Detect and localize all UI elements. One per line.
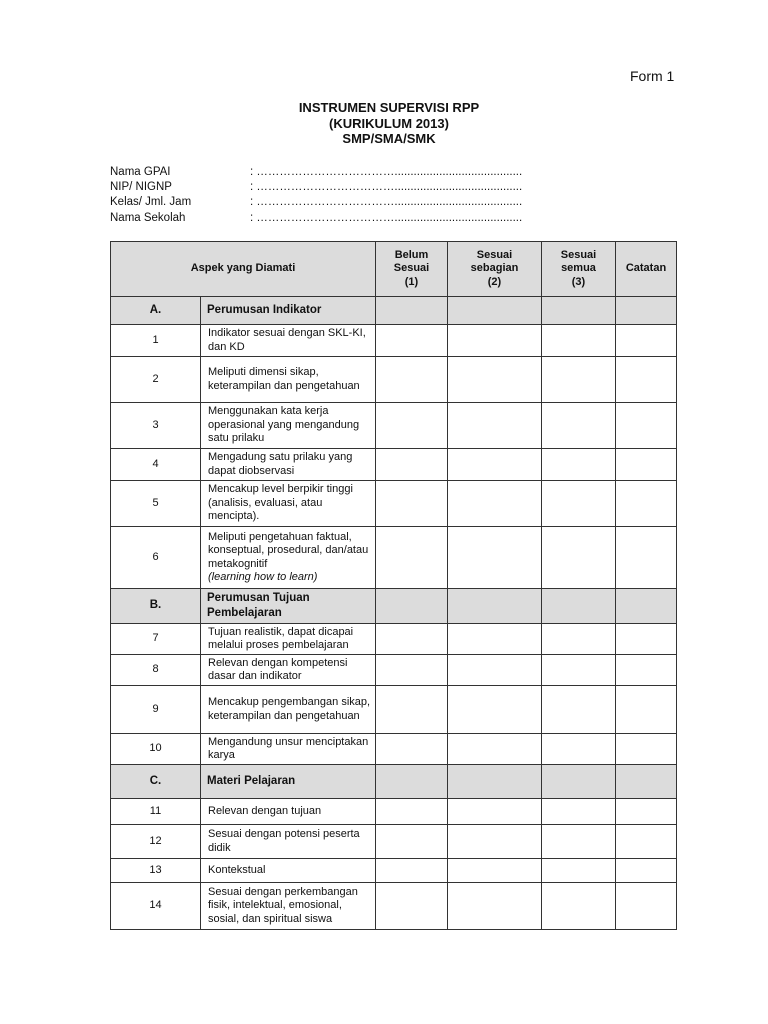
notes-cell[interactable]	[616, 859, 677, 883]
field-blank[interactable]: : ………………………………........................................	[250, 196, 523, 209]
section-code: A.	[111, 297, 201, 325]
field-nama-sekolah	[110, 210, 522, 225]
field-nama-gpai	[110, 164, 522, 179]
notes-cell[interactable]	[616, 825, 677, 859]
item-number: 13	[111, 859, 201, 883]
score-cell-3[interactable]	[542, 883, 616, 930]
title-line-3: SMP/SMA/SMK	[342, 131, 436, 146]
item-text: Relevan dengan tujuan	[201, 799, 376, 825]
notes-cell[interactable]	[616, 734, 677, 765]
header-sesuai-semua	[542, 242, 616, 297]
field-label: Nama Sekolah	[110, 211, 186, 224]
field-label: Nama GPAI	[110, 165, 171, 178]
table-row	[111, 655, 677, 686]
item-text: Sesuai dengan perkembangan fisik, intelektual, emosional, sosial, dan spiritual siswa	[201, 883, 376, 930]
score-cell-2[interactable]	[448, 589, 542, 624]
score-cell-1[interactable]	[376, 403, 448, 449]
field-kelas	[110, 195, 522, 210]
header-line: (3)	[571, 275, 586, 288]
table-row	[111, 799, 677, 825]
score-cell-3[interactable]	[542, 624, 616, 655]
table-row	[111, 686, 677, 734]
score-cell-1[interactable]	[376, 686, 448, 734]
item-text: Mencakup pengembangan sikap, keterampilan dan pengetahuan	[201, 686, 376, 734]
field-blank[interactable]: : ………………………………........................................	[250, 211, 523, 224]
item-text: Mengadung satu prilaku yang dapat diobservasi	[201, 449, 376, 481]
score-cell-1[interactable]	[376, 325, 448, 357]
item-number: 7	[111, 624, 201, 655]
field-label: NIP/ NIGNP	[110, 180, 172, 193]
table-row	[111, 527, 677, 589]
notes-cell[interactable]	[616, 799, 677, 825]
item-text: Meliputi dimensi sikap, keterampilan dan pengetahuan	[201, 357, 376, 403]
section-row-c	[111, 765, 677, 799]
header-sesuai-sebagian	[448, 242, 542, 297]
table-row	[111, 883, 677, 930]
title-line-2: (KURIKULUM 2013)	[329, 116, 449, 131]
item-number: 6	[111, 527, 201, 589]
item-note: (learning how to learn)	[208, 571, 318, 583]
item-text: Mencakup level berpikir tinggi (analisis, evaluasi, atau mencipta).	[201, 481, 376, 527]
notes-cell[interactable]	[616, 655, 677, 686]
score-cell-3[interactable]	[542, 765, 616, 799]
identity-fields	[110, 164, 522, 225]
header-line: Belum	[394, 248, 429, 261]
score-cell-2[interactable]	[448, 655, 542, 686]
score-cell-1[interactable]	[376, 624, 448, 655]
item-number: 3	[111, 403, 201, 449]
header-line: Sesuai	[476, 248, 513, 261]
table-row	[111, 403, 677, 449]
score-cell-3[interactable]	[542, 297, 616, 325]
score-cell-3[interactable]	[542, 589, 616, 624]
score-cell-2[interactable]	[448, 859, 542, 883]
score-cell-1[interactable]	[376, 481, 448, 527]
notes-cell[interactable]	[616, 481, 677, 527]
item-number: 14	[111, 883, 201, 930]
field-blank[interactable]: : ………………………………........................................	[250, 180, 523, 193]
score-cell-3[interactable]	[542, 449, 616, 481]
table-row	[111, 449, 677, 481]
score-cell-3[interactable]	[542, 825, 616, 859]
score-cell-2[interactable]	[448, 624, 542, 655]
section-code: B.	[111, 589, 201, 624]
title-line-1: INSTRUMEN SUPERVISI RPP	[298, 100, 480, 115]
header-aspek: Aspek yang Diamati	[111, 242, 376, 297]
table-row	[111, 325, 677, 357]
score-cell-2[interactable]	[448, 403, 542, 449]
item-text: Indikator sesuai dengan SKL-KI, dan KD	[201, 325, 376, 357]
score-cell-3[interactable]	[542, 325, 616, 357]
notes-cell[interactable]	[616, 403, 677, 449]
score-cell-2[interactable]	[448, 799, 542, 825]
score-cell-3[interactable]	[542, 734, 616, 765]
score-cell-1[interactable]	[376, 655, 448, 686]
header-line: semua	[561, 262, 596, 275]
table-header-row	[111, 242, 677, 297]
score-cell-3[interactable]	[542, 799, 616, 825]
score-cell-1[interactable]	[376, 589, 448, 624]
header-belum-sesuai	[376, 242, 448, 297]
header-catatan: Catatan	[616, 242, 677, 297]
header-line: Sesuai	[393, 262, 430, 275]
table-row	[111, 825, 677, 859]
score-cell-2[interactable]	[448, 325, 542, 357]
score-cell-1[interactable]	[376, 799, 448, 825]
item-number: 10	[111, 734, 201, 765]
score-cell-2[interactable]	[448, 686, 542, 734]
score-cell-3[interactable]	[542, 481, 616, 527]
score-cell-1[interactable]	[376, 765, 448, 799]
score-cell-2[interactable]	[448, 481, 542, 527]
score-cell-3[interactable]	[542, 655, 616, 686]
table-row	[111, 624, 677, 655]
field-blank[interactable]: : ………………………………........................................	[250, 165, 523, 178]
score-cell-2[interactable]	[448, 765, 542, 799]
score-cell-1[interactable]	[376, 527, 448, 589]
field-nip	[110, 179, 522, 194]
header-line: (1)	[404, 275, 419, 288]
notes-cell[interactable]	[616, 357, 677, 403]
notes-cell[interactable]	[616, 325, 677, 357]
form-number: Form 1	[630, 68, 675, 84]
score-cell-3[interactable]	[542, 859, 616, 883]
score-cell-1[interactable]	[376, 883, 448, 930]
notes-cell[interactable]	[616, 527, 677, 589]
supervision-table	[110, 241, 677, 930]
score-cell-2[interactable]	[448, 527, 542, 589]
item-text: Menggunakan kata kerja operasional yang mengandung satu prilaku	[201, 403, 376, 449]
header-line: (2)	[487, 275, 502, 288]
notes-cell[interactable]	[616, 624, 677, 655]
item-text: Meliputi pengetahuan faktual, konseptual, prosedural, dan/atau metakognitif	[208, 530, 369, 570]
score-cell-2[interactable]	[448, 449, 542, 481]
item-text: Tujuan realistik, dapat dicapai melalui proses pembelajaran	[201, 624, 376, 655]
score-cell-2[interactable]	[448, 357, 542, 403]
section-label: Perumusan Tujuan Pembelajaran	[201, 589, 376, 624]
item-number: 8	[111, 655, 201, 686]
score-cell-3[interactable]	[542, 527, 616, 589]
item-number: 4	[111, 449, 201, 481]
item-text: Relevan dengan kompetensi dasar dan indikator	[201, 655, 376, 686]
item-number: 2	[111, 357, 201, 403]
item-number: 11	[111, 799, 201, 825]
item-text: Mengandung unsur menciptakan karya	[201, 734, 376, 765]
section-label: Materi Pelajaran	[201, 765, 376, 799]
score-cell-1[interactable]	[376, 734, 448, 765]
item-text-cell	[201, 527, 376, 589]
field-label: Kelas/ Jml. Jam	[110, 196, 192, 209]
score-cell-2[interactable]	[448, 297, 542, 325]
header-line: Sesuai	[560, 248, 597, 261]
score-cell-1[interactable]	[376, 357, 448, 403]
table-row	[111, 859, 677, 883]
table-row	[111, 357, 677, 403]
item-number: 9	[111, 686, 201, 734]
score-cell-1[interactable]	[376, 859, 448, 883]
item-number: 12	[111, 825, 201, 859]
score-cell-3[interactable]	[542, 357, 616, 403]
section-row-b	[111, 589, 677, 624]
item-text: Sesuai dengan potensi peserta didik	[201, 825, 376, 859]
notes-cell[interactable]	[616, 686, 677, 734]
item-text: Kontekstual	[201, 859, 376, 883]
score-cell-2[interactable]	[448, 734, 542, 765]
score-cell-1[interactable]	[376, 449, 448, 481]
notes-cell[interactable]	[616, 765, 677, 799]
item-number: 5	[111, 481, 201, 527]
score-cell-1[interactable]	[376, 825, 448, 859]
score-cell-3[interactable]	[542, 686, 616, 734]
header-line: sebagian	[470, 262, 519, 275]
table-row	[111, 481, 677, 527]
section-label: Perumusan Indikator	[201, 297, 376, 325]
notes-cell[interactable]	[616, 883, 677, 930]
score-cell-3[interactable]	[542, 403, 616, 449]
section-row-a	[111, 297, 677, 325]
score-cell-1[interactable]	[376, 297, 448, 325]
score-cell-2[interactable]	[448, 825, 542, 859]
score-cell-2[interactable]	[448, 883, 542, 930]
item-number: 1	[111, 325, 201, 357]
table-row	[111, 734, 677, 765]
notes-cell[interactable]	[616, 297, 677, 325]
notes-cell[interactable]	[616, 449, 677, 481]
notes-cell[interactable]	[616, 589, 677, 624]
section-code: C.	[111, 765, 201, 799]
